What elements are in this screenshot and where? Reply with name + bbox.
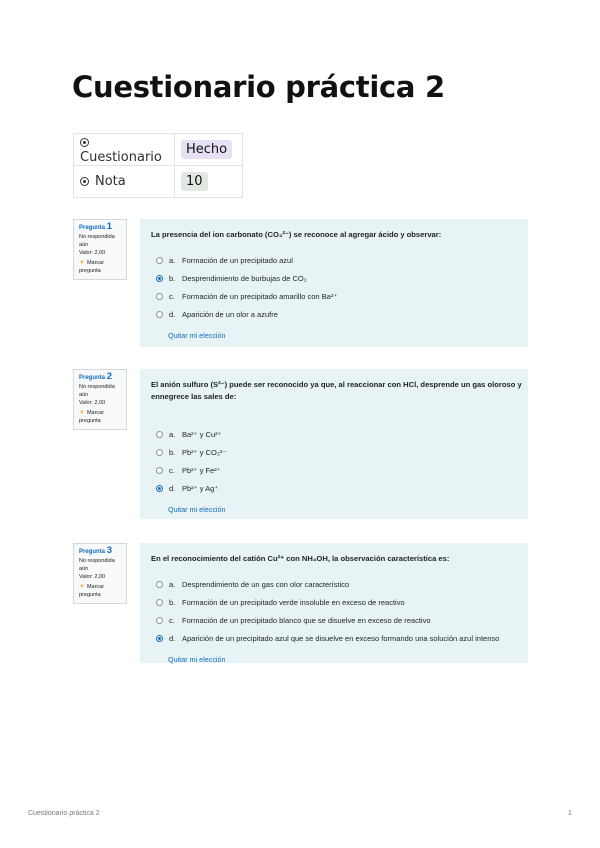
clear-choice-link[interactable]: Quitar mi elección [168,655,226,664]
answer-option-d[interactable]: d. Pb²⁺ y Ag⁺ [151,479,528,497]
question-text: En el reconocimiento del catión Cu²⁺ con NH₄OH, la observación característica es: [151,554,450,563]
status-badge: Hecho [181,140,232,159]
answer-option-d[interactable]: d. Aparición de un olor a azufre [151,305,528,323]
radio-button[interactable] [156,467,163,474]
flag-icon: ▼ [79,410,85,416]
question-content-2 [140,369,528,519]
question-number: Pregunta 3 [79,545,112,556]
radio-button[interactable] [156,599,163,606]
question-mark: Valor: 2,00 [79,574,106,580]
summary-row-grade [74,166,243,198]
radio-button[interactable] [156,257,163,264]
question-text: El anión sulfuro (S²⁻) puede ser reconocido ya que, al reaccionar con HCl, desprende un gas oloroso y ennegrece las sales de: [151,380,522,401]
clear-choice-link[interactable]: Quitar mi elección [168,331,226,340]
question-text: La presencia del ion carbonato (CO₃²⁻) se reconoce al agregar ácido y observar: [151,230,442,239]
flag-icon: ▼ [79,260,85,266]
answer-option-c[interactable]: c. Formación de un precipitado blanco que se disuelve en exceso de reactivo [151,611,528,629]
answer-option-a[interactable]: a. Desprendimiento de un gas con olor característico [151,575,528,593]
summary-label: Cuestionario [80,149,162,165]
question-info-1 [73,219,127,280]
question-state: No respondida aún [79,234,115,248]
page-title: Cuestionario práctica 2 [72,70,445,104]
question-info-3 [73,543,127,604]
answer-option-c[interactable]: c. Pb²⁺ y Fe²⁺ [151,461,528,479]
answer-option-c[interactable]: c. Formación de un precipitado amarillo con Ba²⁺ [151,287,528,305]
radio-button[interactable] [156,485,163,492]
question-state: No respondida aún [79,558,115,572]
flag-question-link[interactable]: ▼ Marcar pregunta [79,410,105,424]
answer-option-b[interactable]: b. Desprendimiento de burbujas de CO₂ [151,269,528,287]
answer-option-d[interactable]: d. Aparición de un precipitado azul que se disuelve en exceso formando una solución azul intenso [151,629,528,647]
question-mark: Valor: 2,00 [79,400,106,406]
question-state: No respondida aún [79,384,115,398]
question-content-1 [140,219,528,347]
summary-row-status [74,134,243,166]
answer-option-a[interactable]: a. Ba²⁺ y Cu²⁺ [151,425,528,443]
quiz-summary-table [73,133,243,198]
target-icon [80,138,89,147]
radio-button[interactable] [156,635,163,642]
answer-option-b[interactable]: b. Pb²⁺ y CO₃²⁻ [151,443,528,461]
radio-button[interactable] [156,311,163,318]
question-mark: Valor: 2,00 [79,250,106,256]
radio-button[interactable] [156,431,163,438]
question-content-3 [140,543,528,663]
clear-choice-link[interactable]: Quitar mi elección [168,505,226,514]
flag-question-link[interactable]: ▼ Marcar pregunta [79,260,105,274]
radio-button[interactable] [156,293,163,300]
footer-title: Cuestionario práctica 2 [28,810,100,817]
radio-button[interactable] [156,275,163,282]
flag-question-link[interactable]: ▼ Marcar pregunta [79,584,105,598]
question-info-2 [73,369,127,430]
summary-label: Nota [95,174,126,189]
target-icon [80,177,89,186]
answer-option-b[interactable]: b. Formación de un precipitado verde insoluble en exceso de reactivo [151,593,528,611]
question-number: Pregunta 1 [79,221,112,232]
page-number: 1 [568,810,572,817]
answer-option-a[interactable]: a. Formación de un precipitado azul [151,251,528,269]
radio-button[interactable] [156,449,163,456]
question-number: Pregunta 2 [79,371,112,382]
grade-badge: 10 [181,172,208,191]
flag-icon: ▼ [79,584,85,590]
radio-button[interactable] [156,581,163,588]
radio-button[interactable] [156,617,163,624]
